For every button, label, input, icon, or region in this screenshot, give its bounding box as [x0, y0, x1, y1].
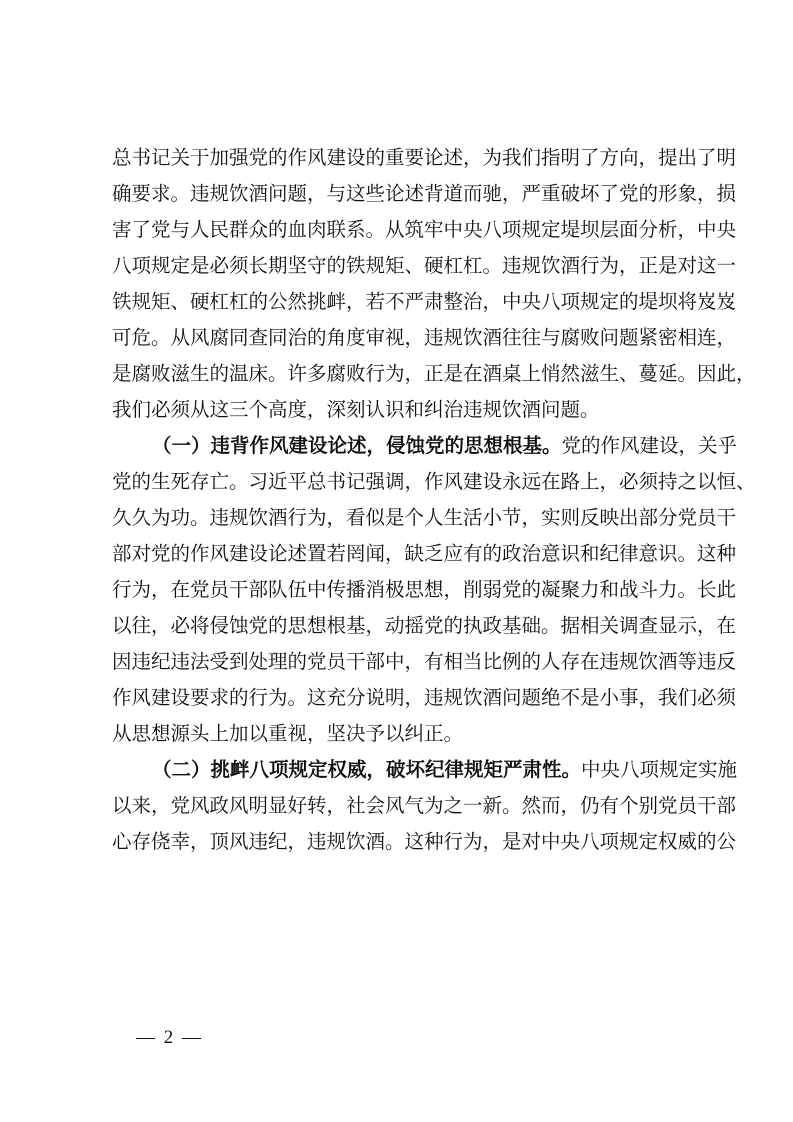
paragraph-2-first-line-text: 党的作风建设，关乎: [561, 434, 738, 457]
page-number: — 2 —: [136, 1027, 203, 1048]
paragraph-2-line-5: 行为，在党员干部队伍中传播消极思想，削弱党的凝聚力和战斗力。长此: [112, 578, 737, 601]
paragraph-1-line-5: 铁规矩、硬杠杠的公然挑衅，若不严肃整治，中央八项规定的堤坝将岌岌: [112, 290, 737, 313]
paragraph-2-line-8: 作风建设要求的行为。这充分说明，违规饮酒问题绝不是小事，我们必须: [112, 686, 737, 709]
paragraph-1-line-7: 是腐败滋生的温床。许多腐败行为，正是在酒桌上悄然滋生、蔓延。因此，: [112, 362, 756, 385]
paragraph-3-first-line-text: 中央八项规定实施: [581, 758, 738, 781]
paragraph-1-line-3: 害了党与人民群众的血肉联系。从筑牢中央八项规定堤坝层面分析，中央: [112, 218, 737, 241]
paragraph-1-line-1: 总书记关于加强党的作风建设的重要论述，为我们指明了方向，提出了明: [112, 146, 737, 169]
paragraph-3-line-2: 以来，党风政风明显好转，社会风气为之一新。然而，仍有个别党员干部: [112, 794, 737, 817]
paragraph-1-line-2: 确要求。违规饮酒问题，与这些论述背道而驰，严重破坏了党的形象，损: [112, 182, 737, 205]
section-heading-2: （二）挑衅八项规定权威，破坏纪律规矩严肃性。: [152, 758, 582, 781]
paragraph-1-line-8: 我们必须从这三个高度，深刻认识和纠治违规饮酒问题。: [112, 398, 600, 421]
paragraph-2-line-3: 久久为功。违规饮酒行为，看似是个人生活小节，实则反映出部分党员干: [112, 506, 737, 529]
paragraph-2-line-9: 从思想源头上加以重视，坚决予以纠正。: [112, 722, 464, 745]
paragraph-2-line-4: 部对党的作风建设论述置若罔闻，缺乏应有的政治意识和纪律意识。这种: [112, 542, 737, 565]
section-heading-1: （一）违背作风建设论述，侵蚀党的思想根基。: [152, 434, 562, 457]
paragraph-2-first-line: [152, 428, 738, 464]
paragraph-1-line-4: 八项规定是必须长期坚守的铁规矩、硬杠杠。违规饮酒行为，正是对这一: [112, 254, 737, 277]
paragraph-3-first-line: [152, 752, 738, 788]
paragraph-3-line-3: 心存侥幸，顶风违纪，违规饮酒。这种行为，是对中央八项规定权威的公: [112, 830, 737, 853]
paragraph-2-line-7: 因违纪违法受到处理的党员干部中，有相当比例的人存在违规饮酒等违反: [112, 650, 737, 673]
paragraph-2-line-6: 以往，必将侵蚀党的思想根基，动摇党的执政基础。据相关调查显示，在: [112, 614, 737, 637]
paragraph-1-line-6: 可危。从风腐同查同治的角度审视，违规饮酒往往与腐败问题紧密相连，: [112, 326, 737, 349]
paragraph-2-line-2: 党的生死存亡。习近平总书记强调，作风建设永远在路上，必须持之以恒、: [112, 470, 756, 493]
